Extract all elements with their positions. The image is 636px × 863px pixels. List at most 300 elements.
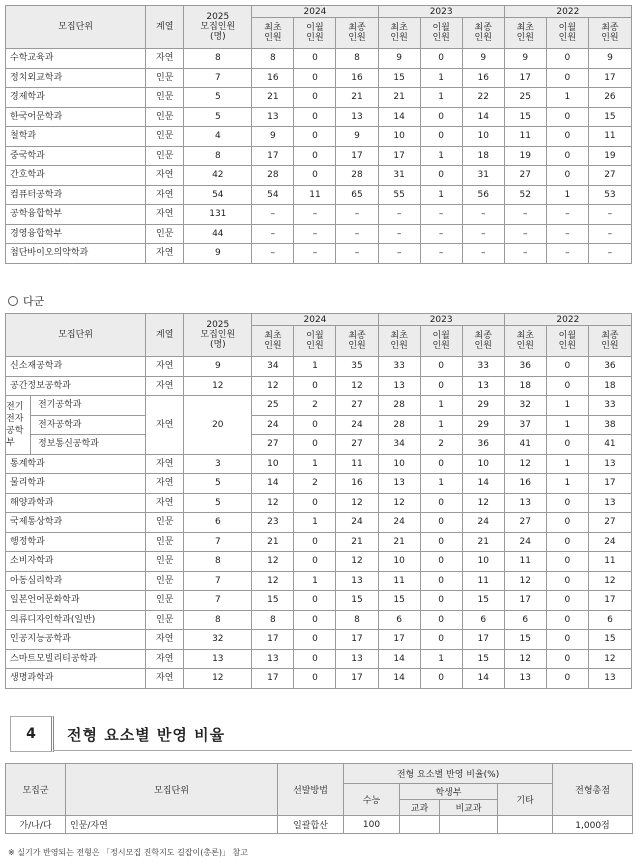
table-cell: – [294,205,336,225]
unit-name: 전기공학과 [6,396,146,416]
table-cell: 8 [184,552,252,572]
header-sub-2: 최종 인원 [336,18,378,49]
unit-name: 전자공학과 [6,415,146,435]
table-cell: 1 [294,571,336,591]
table-cell: 자연 [146,474,184,494]
unit-name: 정보통신공학과 [6,435,146,455]
footnote: ※ 실기가 반영되는 전형은 「정시모집 진학지도 길잡이(총론)」 참고 [8,848,248,857]
ratio-header-group: 모집군 [6,764,66,816]
unit-name: 아동심리학과 [6,571,146,591]
table-cell: 16 [336,68,378,88]
table-cell: 54 [252,185,294,205]
table-cell: 56 [462,185,504,205]
table-cell: 1 [546,185,588,205]
ratio-header-total: 전형총점 [553,764,633,816]
table-cell: 27 [588,166,631,186]
table-cell: 0 [546,532,588,552]
table-cell: 6 [184,513,252,533]
table-cell: 0 [546,146,588,166]
table-row [6,532,632,552]
table-cell: 9 [336,127,378,147]
table-cell: 53 [588,185,631,205]
header-track: 계열 [146,314,184,357]
ratio-header-ratio: 전형 요소별 반영 비율(%) [344,764,553,784]
table-row [6,630,632,650]
table-row [6,185,632,205]
table-cell: 13 [378,376,420,396]
table-cell: 11 [378,571,420,591]
unit-name: 정치외교학과 [6,68,146,88]
table-cell: 12 [588,649,631,669]
table-cell: 0 [294,610,336,630]
table-cell: 11 [504,552,546,572]
table-cell: 0 [546,68,588,88]
table-cell: 0 [546,649,588,669]
table-row [6,415,632,435]
table-cell: 28 [336,166,378,186]
table-cell: 65 [336,185,378,205]
table-cell: 17 [252,669,294,689]
ratio-header-method: 선발방법 [278,764,344,816]
table-cell: 14 [462,107,504,127]
table-cell: 17 [588,68,631,88]
table-cell: 11 [462,571,504,591]
table-cell: 0 [420,454,462,474]
table-cell: – [420,244,462,264]
table-cell: 14 [462,474,504,494]
table-cell: 12 [184,376,252,396]
table-row [6,107,632,127]
table-cell: 0 [294,630,336,650]
table-cell: 15 [252,591,294,611]
table-cell: – [588,244,631,264]
table-cell: 13 [252,649,294,669]
table-row [6,454,632,474]
table-row [6,357,632,377]
header-quota-2025: 2025 모집인원 (명) [184,6,252,49]
header-sub-2: 최종 인원 [462,18,504,49]
table-cell: 22 [462,88,504,108]
ratio-cell-total: 1,000점 [553,816,633,834]
table-cell: 15 [462,649,504,669]
table-cell: 0 [420,591,462,611]
unit-name: 스마트모빌리티공학과 [6,649,146,669]
table-cell: 자연 [146,669,184,689]
table-cell: 6 [462,610,504,630]
table-cell: 0 [420,493,462,513]
table-cell: 인문 [146,88,184,108]
header-year-2022: 2022 [504,6,631,18]
table-cell: – [462,224,504,244]
table-cell: 13 [252,107,294,127]
table-cell: 1 [420,88,462,108]
table-cell: 4 [184,127,252,147]
table-cell: 1 [546,396,588,416]
table-row [6,205,632,225]
table-cell: 24 [252,415,294,435]
table-cell: 17 [504,68,546,88]
table-cell: 27 [336,396,378,416]
table-cell: 16 [462,68,504,88]
table-row [6,244,632,264]
table-cell: 1 [420,396,462,416]
table-cell: 12 [252,571,294,591]
table-cell: 36 [504,357,546,377]
table-cell: 28 [378,396,420,416]
ratio-cell-nonsubject [440,816,498,834]
table-row [6,649,632,669]
table-cell: 13 [504,669,546,689]
table-cell: 12 [504,571,546,591]
table-cell: 19 [504,146,546,166]
table-cell: 38 [588,415,631,435]
table-cell: 21 [336,532,378,552]
table-cell: 12 [252,552,294,572]
table-cell: 31 [462,166,504,186]
table-cell: 13 [588,493,631,513]
table-cell: 24 [336,513,378,533]
section-4-header [5,716,632,752]
table-cell: 17 [378,146,420,166]
header-quota-2025: 2025 모집인원 (명) [184,314,252,357]
table-cell: 13 [336,649,378,669]
unit-name: 컴퓨터공학과 [6,185,146,205]
unit-name: 소비자학과 [6,552,146,572]
table-row [6,571,632,591]
header-sub-1: 이월 인원 [294,326,336,357]
unit-name: 해양과학과 [6,493,146,513]
header-year-2022: 2022 [504,314,631,326]
table-cell: 인문 [146,107,184,127]
header-sub-1: 이월 인원 [294,18,336,49]
unit-name: 국제통상학과 [6,513,146,533]
header-year-2024: 2024 [252,6,378,18]
table-cell: 21 [378,532,420,552]
table-cell: 자연 [146,185,184,205]
table-cell: 자연 [146,205,184,225]
ratio-header-etc: 기타 [498,784,553,816]
table-cell: 6 [588,610,631,630]
table-cell: 1 [420,415,462,435]
header-sub-0: 최초 인원 [504,326,546,357]
table-cell: 인문 [146,146,184,166]
table-cell: 17 [252,146,294,166]
table-cell: 0 [546,493,588,513]
table-cell: 0 [546,127,588,147]
table-cell: – [336,205,378,225]
table-cell: 0 [294,649,336,669]
table-cell: 13 [336,571,378,591]
table-cell: 1 [420,146,462,166]
table-row [6,146,632,166]
header-sub-2: 최종 인원 [588,18,631,49]
table-cell: 21 [252,532,294,552]
admission-table-group-da [5,313,632,689]
table-cell: 0 [294,146,336,166]
table-cell: 1 [546,415,588,435]
ratio-cell-unit: 인문/자연 [66,816,278,834]
table-cell: 18 [462,146,504,166]
table-cell: 17 [336,146,378,166]
table-cell: 15 [588,630,631,650]
header-sub-0: 최초 인원 [504,18,546,49]
table-cell: 0 [420,357,462,377]
table-cell: 54 [184,185,252,205]
table-cell: 17 [588,474,631,494]
group-quota: 20 [184,396,252,455]
table-cell: 27 [336,435,378,455]
table-cell: 0 [294,493,336,513]
table-cell: – [378,224,420,244]
table-cell: 인문 [146,571,184,591]
unit-name: 수학교육과 [6,49,146,69]
table-cell: 8 [252,49,294,69]
table-cell: 12 [588,571,631,591]
table-cell: 인문 [146,591,184,611]
table-cell: 12 [462,493,504,513]
ratio-header-suneung: 수능 [344,784,400,816]
table-row [6,435,632,455]
table-cell: 13 [184,649,252,669]
table-cell: 13 [588,454,631,474]
table-cell: 12 [504,454,546,474]
header-year-2023: 2023 [378,314,504,326]
table-row [6,376,632,396]
table-cell: – [546,205,588,225]
table-cell: 자연 [146,244,184,264]
table-cell: 7 [184,532,252,552]
table-cell: – [336,244,378,264]
table-cell: 11 [588,552,631,572]
table-cell: 10 [462,454,504,474]
header-sub-1: 이월 인원 [546,326,588,357]
section-divider [53,750,632,751]
table-cell: 11 [336,454,378,474]
table-cell: 10 [378,127,420,147]
header-sub-0: 최초 인원 [252,326,294,357]
table-cell: 35 [336,357,378,377]
unit-name: 의류디자인학과(일반) [6,610,146,630]
table-cell: 0 [546,552,588,572]
table-cell: 34 [252,357,294,377]
table-cell: 1 [546,474,588,494]
header-year-2024: 2024 [252,314,378,326]
table-cell: – [378,205,420,225]
table-cell: 12 [252,493,294,513]
table-cell: 31 [378,166,420,186]
unit-name: 일본언어문화학과 [6,591,146,611]
group-label: 전기 전자 공학부 [6,396,31,454]
table-cell: 14 [378,669,420,689]
table-cell: 인문 [146,513,184,533]
table-cell: 15 [378,591,420,611]
table-cell: 13 [336,107,378,127]
table-cell: 15 [378,68,420,88]
table-cell: 17 [378,630,420,650]
table-row [6,669,632,689]
table-cell: 28 [252,166,294,186]
table-cell: 17 [336,669,378,689]
table-cell: 1 [546,454,588,474]
table-cell: 자연 [146,493,184,513]
table-cell: 0 [294,127,336,147]
table-cell: 0 [420,107,462,127]
table-cell: 0 [294,376,336,396]
table-cell: 131 [184,205,252,225]
table-cell: 0 [546,571,588,591]
table-cell: 5 [184,474,252,494]
table-cell: 2 [294,396,336,416]
ratio-cell-etc [498,816,553,834]
table-cell: 24 [588,532,631,552]
table-cell: 12 [378,493,420,513]
table-cell: 0 [294,552,336,572]
table-cell: 0 [420,513,462,533]
table-cell: 15 [504,630,546,650]
table-cell: – [462,205,504,225]
table-cell: 14 [378,107,420,127]
table-cell: 0 [420,610,462,630]
table-cell: 14 [462,669,504,689]
table-cell: 29 [462,415,504,435]
table-cell: 13 [588,669,631,689]
ratio-table [5,763,633,834]
circle-bullet-icon [8,296,18,306]
table-cell: 0 [294,49,336,69]
table-cell: 44 [184,224,252,244]
table-cell: 자연 [146,454,184,474]
table-cell: 12 [336,552,378,572]
table-cell: 5 [184,107,252,127]
table-cell: 12 [184,669,252,689]
table-cell: – [504,244,546,264]
header-sub-2: 최종 인원 [336,326,378,357]
table-cell: 0 [546,630,588,650]
table-row [6,591,632,611]
table-cell: 33 [462,357,504,377]
table-cell: 10 [378,454,420,474]
table-cell: 9 [588,49,631,69]
table-cell: 17 [462,630,504,650]
table-cell: 10 [378,552,420,572]
header-sub-2: 최종 인원 [588,326,631,357]
table-cell: 17 [336,630,378,650]
table-cell: 17 [252,630,294,650]
section-title: 전형 요소별 반영 비율 [67,726,226,744]
table-cell: 0 [294,435,336,455]
table-cell: 0 [546,591,588,611]
table-cell: 0 [546,376,588,396]
table-cell: 36 [462,435,504,455]
table-cell: 0 [546,435,588,455]
unit-name: 경영융합학부 [6,224,146,244]
table-cell: 0 [294,68,336,88]
table-cell: 0 [294,415,336,435]
table-cell: 0 [420,49,462,69]
header-unit: 모집단위 [6,314,146,357]
ratio-header-subject: 교과 [400,800,440,816]
unit-name: 물리학과 [6,474,146,494]
ratio-cell-subject [400,816,440,834]
table-cell: 16 [336,474,378,494]
table-cell: 0 [294,591,336,611]
table-cell: 1 [294,513,336,533]
table-cell: 5 [184,493,252,513]
table-cell: 15 [336,591,378,611]
table-cell: 13 [378,474,420,494]
unit-name: 생명과학과 [6,669,146,689]
group-track: 자연 [146,396,184,455]
table-cell: 인문 [146,224,184,244]
table-cell: 34 [378,435,420,455]
table-cell: 7 [184,571,252,591]
table-cell: 11 [588,127,631,147]
table-cell: – [336,224,378,244]
table-cell: 25 [504,88,546,108]
table-cell: 8 [252,610,294,630]
table-cell: 0 [546,669,588,689]
table-cell: 0 [420,669,462,689]
table-cell: 27 [504,166,546,186]
table-cell: 7 [184,591,252,611]
table-cell: 36 [588,357,631,377]
header-sub-0: 최초 인원 [252,18,294,49]
table-row [6,88,632,108]
table-cell: 자연 [146,166,184,186]
table-cell: – [546,224,588,244]
header-sub-2: 최종 인원 [462,326,504,357]
table-cell: 9 [184,244,252,264]
table-cell: 0 [420,630,462,650]
header-track: 계열 [146,6,184,49]
table-cell: 1 [420,649,462,669]
table-cell: 1 [420,185,462,205]
table-row [6,474,632,494]
table-cell: 23 [252,513,294,533]
table-cell: – [294,244,336,264]
table-cell: 17 [504,591,546,611]
table-cell: – [504,224,546,244]
table-cell: 55 [378,185,420,205]
unit-name: 행정학과 [6,532,146,552]
table-cell: 12 [336,493,378,513]
table-cell: 2 [294,474,336,494]
header-year-2023: 2023 [378,6,504,18]
table-cell: – [462,244,504,264]
table-cell: 26 [588,88,631,108]
table-cell: 17 [588,591,631,611]
table-row [6,396,632,416]
table-cell: 18 [588,376,631,396]
table-cell: 21 [378,88,420,108]
table-cell: 8 [184,49,252,69]
header-unit: 모집단위 [6,6,146,49]
table-cell: 0 [294,532,336,552]
unit-name: 첨단바이오의약학과 [6,244,146,264]
table-cell: 41 [588,435,631,455]
table-cell: 25 [252,396,294,416]
ratio-cell-method: 일괄합산 [278,816,344,834]
table-cell: 0 [294,669,336,689]
table-cell: 10 [462,127,504,147]
table-cell: 32 [504,396,546,416]
table-cell: 7 [184,68,252,88]
table-cell: 24 [462,513,504,533]
ratio-header-unit: 모집단위 [66,764,278,816]
table-cell: 28 [378,415,420,435]
table-cell: 0 [546,166,588,186]
table-cell: 14 [252,474,294,494]
